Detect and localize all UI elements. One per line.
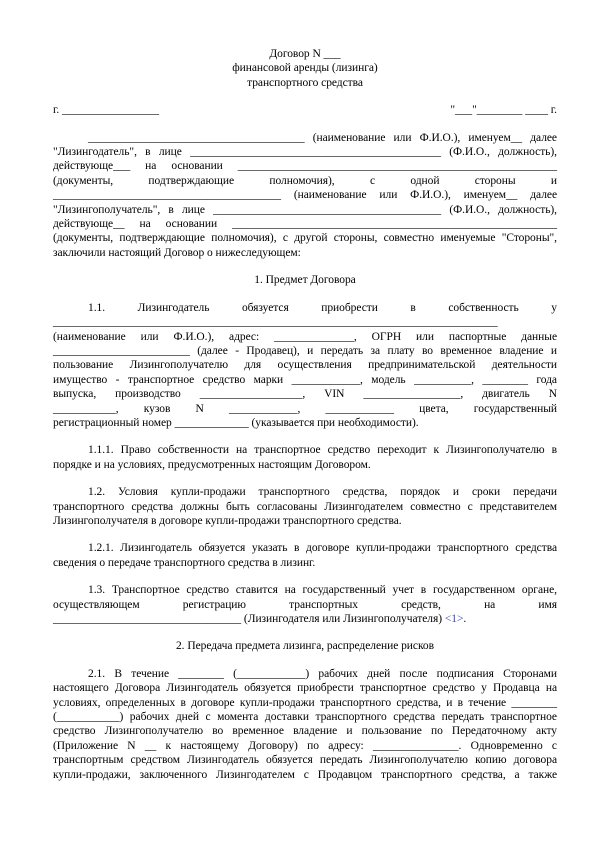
clause-1-2-1 (53, 541, 557, 570)
text-line: осуществляющем регистрацию транспортных средств, на имя (53, 598, 557, 611)
text-line: действующе___ на основании ________________________________________________________ (53, 160, 557, 173)
text-line: регистрационный номер _____________ (указывается при необходимости). (53, 416, 419, 429)
text-line: (Приложение N __ к настоящему Договору) по адресу: _______________. Одновременно с (53, 739, 557, 752)
text-line: _________________________________ (Лизингодателя или Лизингополучателя) <1>. (53, 613, 467, 625)
text-line: порядке и на условиях, предусмотренных настоящим Договором. (53, 458, 371, 471)
text-line: ______________________________________________________________________________ (53, 316, 498, 329)
text-line: (документы, подтверждающие полномочия), с другой стороны, совместно именуемые "Стороны", (53, 232, 557, 245)
text-line: имущество - транспортное средство марки ____________, модель __________, ________ года (53, 373, 557, 386)
city-blank-field: г. _________________ (53, 104, 159, 117)
text-line: сведения о передаче транспортного средства в лизинг. (53, 556, 316, 569)
document-body (53, 131, 557, 782)
text-line: "Лизингодатель", в лице ____________________________________________ (Ф.И.О., должность), (53, 146, 557, 159)
clause-1-2 (53, 485, 557, 528)
document-title (53, 47, 557, 90)
section-2-heading: 2. Передача предмета лизинга, распределение рисков (175, 640, 434, 653)
text-line: действующе__ на основании _________________________________________________________ (53, 218, 557, 231)
text-line: ___________, кузов N ____________, ____________ цвета, государственный (53, 402, 557, 415)
footnote-ref-1-link[interactable]: <1> (444, 613, 464, 625)
text-line: 1.2. Условия купли-продажи транспортного средства, порядок и сроки передачи (88, 486, 557, 499)
clause-2-1 (53, 667, 557, 782)
text-line: условиях, определенных в договоре купли-продажи транспортного средства, и в течение ________ (53, 696, 557, 709)
text-line: (наименование или Ф.И.О.), адрес: ______________, ОГРН или паспортные данные (53, 330, 557, 343)
title-line-2: финансовой аренды (лизинга) (232, 62, 378, 75)
date-blank-field: "___"________ ____ г. (450, 104, 557, 117)
place-date-row (53, 103, 557, 117)
text-line: заключили настоящий Договор о нижеследующем: (53, 246, 301, 259)
text-line: ________________________________________ (наименование или Ф.И.О.), именуем__ далее (53, 189, 557, 202)
text-line: Лизингополучателя в договоре купли-продажи транспортного средства. (53, 514, 402, 527)
text-line: (___________) рабочих дней с момента доставки транспортного средства передать транспортное (53, 711, 557, 724)
clause-1-3 (53, 583, 557, 626)
text-line: (документы, подтверждающие полномочия), с одной стороны и (53, 174, 557, 187)
section-1-heading: 1. Предмет Договора (254, 274, 356, 287)
clause-1-1 (53, 301, 557, 431)
text-line: 1.1.1. Право собственности на транспортное средство переходит к Лизингополучателю в (88, 444, 557, 457)
text-line: 1.1. Лизингодатель обязуется приобрести в собственность у (88, 301, 557, 314)
text-line: ______________________________________ (наименование или Ф.И.О.), именуем__ далее (88, 131, 557, 144)
text-line: 1.3. Транспортное средство ставится на государственный учет в государственном органе, (88, 584, 557, 597)
text-line: транспортным средством Лизингодатель обязуется передать Лизингополучателю копию договора (53, 754, 557, 767)
text-line: 1.2.1. Лизингодатель обязуется указать в договоре купли-продажи транспортного средства (88, 542, 557, 555)
text-line: пользование Лизингополучателю для осуществления предпринимательской деятельности (53, 359, 557, 372)
text-line: купли-продажи, заключенного Лизингодателем с Продавцом транспортного средства, а также (53, 768, 557, 781)
text-line: средство Лизингополучателю во временное владение и пользование по Передаточному акту (53, 725, 557, 738)
text-line: выпуска, производство __________________, VIN _________________, двигатель N (53, 388, 557, 401)
title-line-3: транспортного средства (247, 76, 363, 89)
preamble (53, 131, 557, 261)
text-line: "Лизингополучатель", в лице ________________________________________ (Ф.И.О., должность), (53, 203, 557, 216)
text-line: транспортного средства должны быть согласованы Лизингодателем совместно с представителем (53, 500, 557, 513)
clause-1-1-1 (53, 443, 557, 472)
title-line-1: Договор N ___ (269, 48, 341, 60)
text-line: ________________________ (далее - Продавец), и передать за плату во временное владение и (53, 344, 557, 357)
text-line: настоящего Договора Лизингодатель обязуется приобрести транспортное средство у Продавца на (53, 682, 557, 695)
text-line: 2.1. В течение ________ (____________) рабочих дней после подписания Сторонами (88, 667, 557, 680)
